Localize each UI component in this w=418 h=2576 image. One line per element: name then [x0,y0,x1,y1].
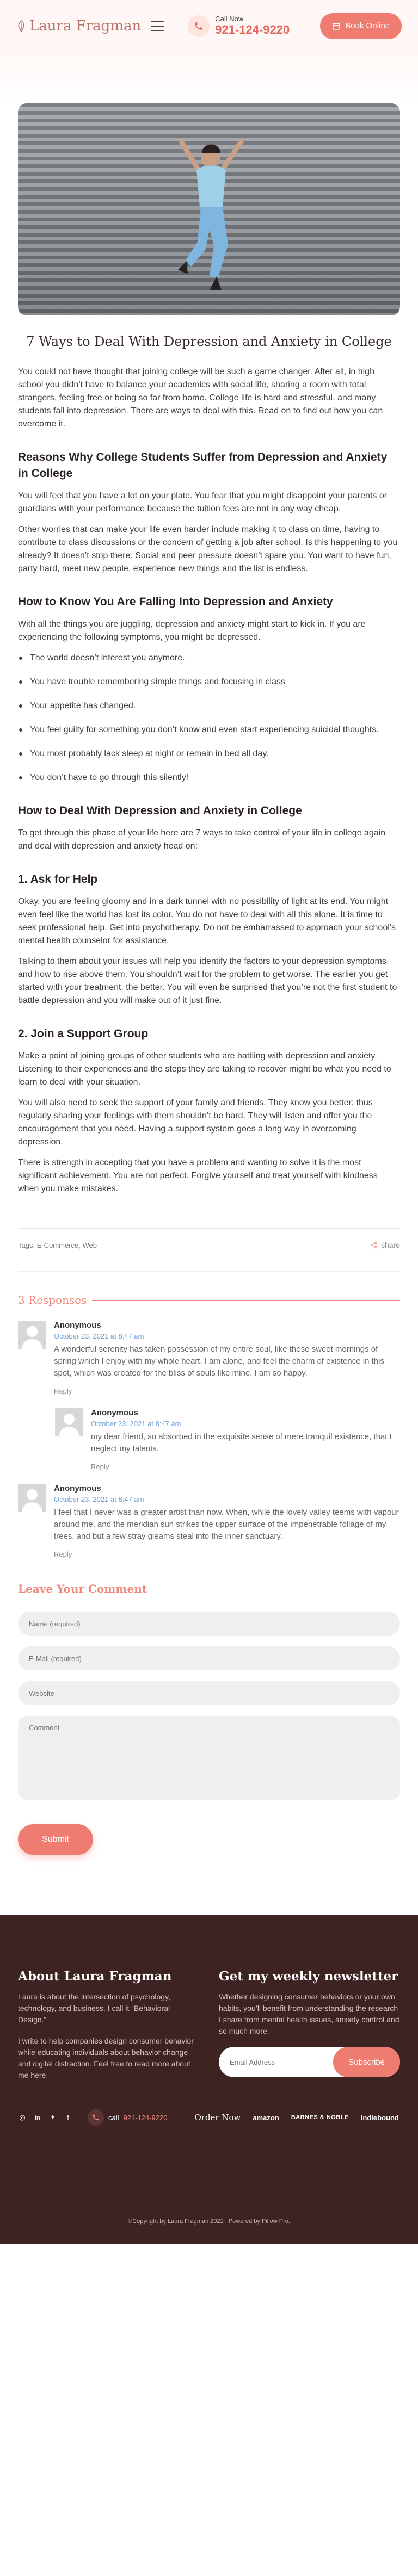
comment-text: I feel that I never was a greater artist than now. When, while the lovely valley teems with vapour around me, and the meridian sun strikes the upper surface of the impenetrable foliage of my trees, and but a few stray gleams steal into the inner sanctuary. [54,1508,399,1541]
comment-date[interactable]: October 23, 2021 at 8:47 am [54,1332,144,1340]
paragraph: You will also need to seek the support of your family and friends. They know you better; thus regularly sharing your feelings with them shouldn’t be hard. They will listen and offer you the encouragement that you need. Having a support system goes a long way in overcoming depression. [18,1098,373,1147]
divider [92,1300,400,1301]
comment-author: Anonymous [54,1484,101,1493]
name-field[interactable] [18,1612,400,1636]
paragraph: Okay, you are feeling gloomy and in a dark tunnel with no possibility of light at its end. You might even feel like the world has lost its color. You do not have to deal with all this alone. It is time to seek professional help. Get into psychotherapy. Do not be embarrassed to approach your school’s mental health counselor for assistance. [18,897,396,945]
post-tags[interactable]: Tags: E-Commerce, Web [18,1241,97,1249]
footer-bottom-row [18,2109,400,2126]
logo-mark-icon [16,20,26,33]
paragraph: There is strength in accepting that you have a problem and wanting to solve it is the most significant achievement. You are not perfect. Forgive yourself and treat yourself with kindness when you make mistakes. [18,1158,378,1193]
comment-reply [55,1408,400,1471]
comment-author: Anonymous [54,1321,101,1330]
section-heading-deal: How to Deal With Depression and Anxiety in College [18,804,302,817]
site-header [0,0,418,52]
comment-form [18,1582,400,1915]
phone-icon [88,2109,104,2126]
post-title: 7 Ways to Deal With Depression and Anxiety in College [26,334,392,349]
order-now-label: Order Now [194,2113,241,2122]
call-label: Call Now [215,15,244,23]
comment-date[interactable]: October 23, 2021 at 8:47 am [91,1420,181,1428]
twitter-icon[interactable]: ✦ [50,2113,56,2121]
hero-image [18,103,400,315]
list-item: You have trouble remembering simple things and focusing in class [18,676,400,689]
list-item: The world doesn’t interest you anymore. [18,652,400,665]
website-field[interactable] [18,1681,400,1705]
avatar [18,1484,46,1512]
indiebound-link[interactable]: indiebound [360,2113,399,2122]
footer-about-text: I write to help companies design consumer behavior while educating individuals about behavior change and digital distraction. Feel free to read more about me here. [18,2036,194,2079]
responses-title: 3 Responses [18,1293,87,1306]
list-item: You don’t have to go through this silently! [18,771,400,784]
reply-link[interactable]: Reply [91,1463,109,1471]
instagram-icon[interactable]: ◎ [19,2113,26,2121]
logo-text: Laura Fragman [29,17,142,34]
phone-icon [188,15,210,37]
comment-author: Anonymous [91,1408,138,1417]
book-online-label: Book Online [345,21,390,30]
intro-paragraph: You could not have thought that joining college will be such a game changer. After all, in high school you didn’t have to balance your academics with social life, sharing a room with total strangers, feeling free or being so far from home. College life is hard and stressful, and many students fall into depression. There are ways to deal with this. Read on to find out how you can overcome it. [18,367,383,429]
paragraph: Other worries that can make your life even harder include making it to class on time, having to contribute to class discussions or the concern of getting a job after school. Is this happening to you already? It doesn’t stop there. Social and peer pressure doesn’t spare you. You want to have fun, party hard, meet new people, experience new things and the list is endless. [18,525,398,573]
site-footer [0,1915,418,2244]
footer-newsletter [219,1969,400,2091]
main-content [0,103,418,1915]
list-item: You feel guilty for something you don’t know and even start experiencing suicidal thoughts. [18,723,400,736]
list-item: Your appetite has changed. [18,699,400,713]
section-heading-support-group: 2. Join a Support Group [18,1027,149,1040]
newsletter-text: Whether designing consumer behaviors or your own habits, you’ll benefit from understanding the research I share from mental health issues, anxiety control and so much more. [219,1992,399,2035]
paragraph: Talking to them about your issues will help you identify the factors to your depression symptoms and how to rise above them. You shouldn’t wait for the problem to get worse. The earlier you get started with your treatment, the better. You will even be surprised that you’re not the first student to battle depression and you will make out of it just fine. [18,957,397,1005]
call-number[interactable]: 921-124-9220 [215,23,290,36]
avatar [55,1408,83,1436]
list-item: You most probably lack sleep at night or remain in bed all day. [18,747,400,760]
comment-text: my dear friend, so absorbed in the exquisite sense of mere tranquil existence, that I neglect my talents. [91,1432,392,1453]
leave-comment-title: Leave Your Comment [18,1582,147,1595]
paragraph: Make a point of joining groups of other students who are battling with depression and anxiety. Listening to their experiences and the steps they are taking to recover might be what you need to learn to deal with your situation. [18,1051,391,1087]
footer-about [18,1969,199,2091]
avatar [18,1321,46,1349]
header-call[interactable] [188,15,290,37]
footer-call-number[interactable]: 921-124-9220 [123,2113,168,2122]
submit-button[interactable]: Submit [18,1824,93,1855]
paragraph: To get through this phase of your life here are 7 ways to take control of your life in college again and deal with depression and anxiety head on: [18,828,386,851]
subscribe-button[interactable]: Subscribe [333,2047,400,2077]
comment [18,1484,400,1558]
facebook-icon[interactable]: f [67,2113,69,2122]
hamburger-menu-icon[interactable] [151,21,164,31]
share-label: share [380,1241,400,1249]
header-spacer [0,52,418,103]
comments-section [18,1293,400,1558]
paragraph: You will feel that you have a lot on your plate. You fear that you might disappoint your parents or guardians with your performance because the tuition fees are not in any way cheap. [18,491,388,513]
order-now [194,2113,398,2122]
social-links [18,2113,72,2122]
book-online-button[interactable] [320,13,402,39]
barnes-noble-link[interactable]: BARNES & NOBLE [291,2114,349,2121]
section-heading-ask-for-help: 1. Ask for Help [18,873,98,886]
footer-call[interactable] [88,2109,167,2126]
footer-about-title: About Laura Fragman [18,1969,172,1984]
copyright: ©Copyright by Laura Fragman 2021 . Powered by Pillow Pro. [128,2218,290,2225]
footer-about-text: Laura is about the intersection of psychology, technology, and business. I call it “Behavioral Design.” [18,1992,170,2024]
section-heading-know: How to Know You Are Falling Into Depression and Anxiety [18,596,333,608]
newsletter-form [219,2047,400,2077]
symptoms-list [18,652,400,784]
reply-link[interactable]: Reply [54,1550,72,1558]
tags-share-row [18,1228,400,1272]
comment-date[interactable]: October 23, 2021 at 8:47 am [54,1495,144,1503]
comment-field[interactable] [18,1716,400,1800]
calendar-icon [332,22,341,30]
newsletter-title: Get my weekly newsletter [219,1969,398,1984]
amazon-link[interactable]: amazon [253,2113,279,2122]
share-button[interactable] [370,1241,400,1249]
section-heading-reasons: Reasons Why College Students Suffer from Depression and Anxiety in College [18,451,388,480]
share-icon [370,1241,378,1249]
comment [18,1321,400,1395]
footer-call-label: call [108,2113,119,2122]
reply-link[interactable]: Reply [54,1387,72,1395]
article-body [18,366,400,1196]
newsletter-email-input[interactable] [230,2058,333,2066]
paragraph: With all the things you are juggling, depression and anxiety might start to kick in. If you are experiencing the following symptoms, you might be depressed. [18,620,366,642]
comment-text: A wonderful serenity has taken possession of my entire soul, like these sweet mornings of spring which I enjoy with my whole heart. I am alone, and feel the charm of existence in this spot, which was created for the bliss of souls like mine. I am so happy. [54,1345,384,1378]
site-logo[interactable] [16,18,141,34]
email-field[interactable] [18,1646,400,1670]
linkedin-icon[interactable]: in [34,2113,41,2122]
